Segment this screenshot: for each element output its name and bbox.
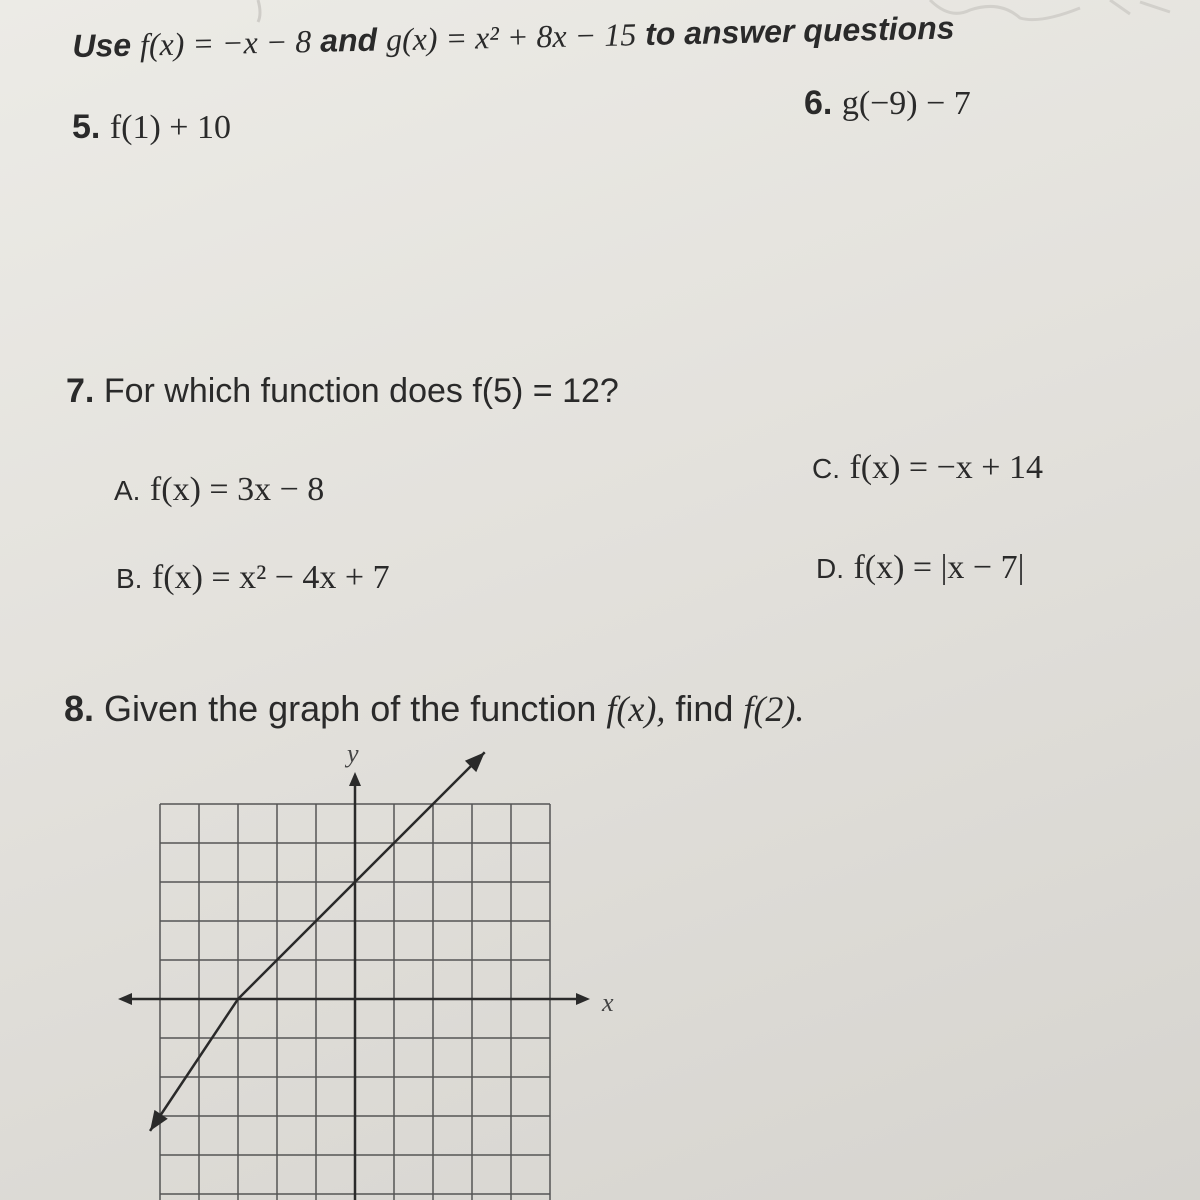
choice-c-letter: C. xyxy=(812,453,840,484)
instructions-prefix: Use xyxy=(72,26,132,64)
question-8 xyxy=(64,688,804,730)
question-8-prompt-mid: find xyxy=(675,688,734,729)
question-6 xyxy=(804,84,971,123)
question-6-number: 6. xyxy=(804,84,833,122)
instructions-and: and xyxy=(319,21,378,59)
choice-a xyxy=(114,470,324,509)
choice-b-letter: B. xyxy=(116,563,143,594)
choice-d-letter: D. xyxy=(816,553,844,584)
y-axis-arrow-up xyxy=(349,772,361,786)
x-axis-label: x xyxy=(602,988,614,1017)
g-definition: g(x) = x² + 8x − 15 xyxy=(385,16,637,58)
choice-d-expression: f(x) = |x − 7| xyxy=(853,549,1025,586)
question-7-prompt: For which function does f(5) = 12? xyxy=(103,372,619,410)
graph-axes xyxy=(118,740,614,1200)
choice-c xyxy=(812,448,1043,487)
choice-d xyxy=(816,548,1024,587)
x-axis-arrow-left xyxy=(118,993,132,1005)
question-8-prompt-start: Given the graph of the function xyxy=(104,688,597,729)
y-axis-label: y xyxy=(347,740,359,768)
choice-c-expression: f(x) = −x + 14 xyxy=(849,449,1043,486)
x-axis-arrow-right xyxy=(576,993,590,1005)
graph-series xyxy=(150,752,485,1131)
choice-a-expression: f(x) = 3x − 8 xyxy=(149,471,325,508)
choice-b-expression: f(x) = x² − 4x + 7 xyxy=(151,559,390,596)
choice-b xyxy=(116,558,390,597)
function-graph xyxy=(118,740,638,1200)
question-8-target: f(2). xyxy=(743,689,805,729)
question-5-number: 5. xyxy=(72,108,101,146)
question-7-number: 7. xyxy=(66,372,95,410)
question-6-expression: g(−9) − 7 xyxy=(841,85,971,122)
f-definition: f(x) = −x − 8 xyxy=(139,22,312,63)
choice-a-letter: A. xyxy=(114,475,141,506)
question-8-function: f(x), xyxy=(606,689,666,729)
question-8-number: 8. xyxy=(64,688,95,729)
function-line-arrow-start xyxy=(150,1110,168,1131)
instructions-suffix: to answer questions xyxy=(644,9,955,52)
question-7 xyxy=(66,372,619,411)
question-5 xyxy=(72,108,231,147)
question-5-expression: f(1) + 10 xyxy=(109,109,231,146)
